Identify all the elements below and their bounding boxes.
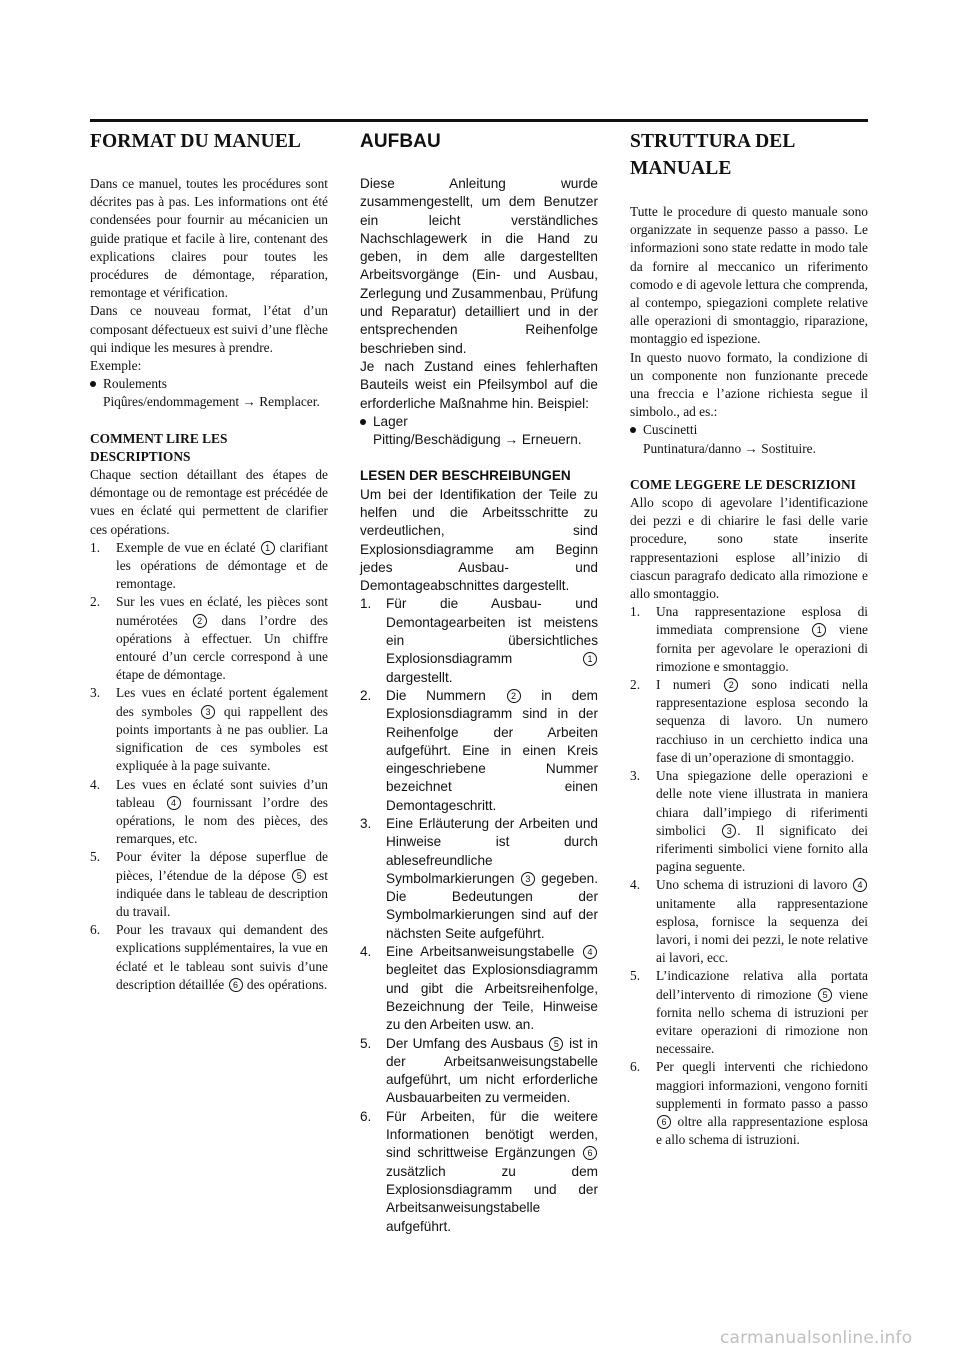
step-number: 5.	[360, 1035, 372, 1051]
step-number: 6.	[630, 1059, 641, 1075]
step-text: des opérations.	[243, 976, 328, 992]
step-number: 3.	[90, 685, 101, 701]
watermark-link[interactable]: carmanualsonline.info	[720, 1328, 913, 1348]
step-text: begleitet das Explosionsdiagramm und gibt die Arbeitsreihenfolge, Bezeichnung der Teile, Hinweise zu den Arbeiten usw. an.	[386, 962, 598, 1033]
step-number: 4.	[630, 877, 641, 893]
subsection-intro-it: Allo scopo di agevolare l’identificazione dei pezzi e di chiarire le fasi delle varie procedure, sono state inserite rappresentazioni esplose all’inizio di ciascun paragrafo dedicato alla rimozione e allo smontaggio.	[630, 495, 868, 602]
step-item	[630, 603, 868, 676]
bullet-dot-icon	[90, 381, 96, 387]
step-text: zusätzlich zu dem Explosionsdiagramm und der Arbeitsanweisungstabelle aufgeführt.	[386, 1163, 598, 1234]
column-italian	[630, 128, 868, 1149]
step-item	[90, 539, 328, 594]
column-french	[90, 128, 328, 994]
circled-number-icon: 5	[292, 869, 306, 883]
step-text: gegeben. Die Bedeutungen der Symbolmarkierungen sind auf der nächsten Seite aufgeführt.	[386, 870, 598, 941]
step-item	[90, 848, 328, 921]
subsection-title-de: LESEN DER BESCHREIBUNGEN	[360, 468, 571, 484]
step-text: Pour les travaux qui demandent des explications supplémentaires, la vue en éclaté et le tableau sont suivis d’une description détaillée	[116, 922, 328, 992]
step-number: 4.	[360, 944, 372, 960]
header-rule	[90, 119, 868, 122]
step-text: Die Nummern	[386, 687, 506, 703]
step-text: ist in der Arbeitsanweisungstabelle aufgeführt, um nicht erforderliche Ausbauarbeiten zu vermeiden.	[386, 1035, 598, 1106]
circled-number-icon: 1	[583, 652, 597, 666]
step-text: Les vues en éclaté portent également des symboles	[116, 685, 328, 719]
step-text: Der Umfang des Ausbaus	[386, 1035, 549, 1051]
circled-number-icon: 6	[229, 978, 243, 992]
circled-number-icon: 1	[812, 623, 826, 637]
example-label-fr: Exemple:	[90, 358, 142, 374]
bullet-detail-it: Puntinatura/danno → Sostituire.	[643, 440, 816, 456]
step-text: Uno schema di istruzioni di lavoro	[656, 877, 852, 893]
bullet-item-de: Lager	[373, 413, 408, 429]
circled-number-icon: 3	[201, 705, 215, 719]
step-number: 3.	[360, 816, 372, 831]
step-text: Eine Arbeitsanweisungstabelle	[386, 944, 582, 960]
intro-paragraph-de: Diese Anleitung wurde zusammengestellt, um dem Benutzer ein leicht verständliches Nachschlagewerk in die Hand zu geben, in dem alle dargestellten Arbeitsvorgänge (Ein- und Ausbau, Zerlegung und Zusammenbau, Prüfung und Reparatur) detailliert und in der entsprechenden Reihenfolge beschrieben sind.	[360, 176, 598, 356]
step-text: Eine Erläuterung der Arbeiten und Hinweise ist durch ablesefreundliche Symbolmarkierungen	[386, 816, 598, 886]
circled-number-icon: 4	[167, 796, 181, 810]
circled-number-icon: 2	[724, 678, 738, 692]
circled-number-icon: 2	[507, 689, 521, 703]
step-item	[630, 676, 868, 767]
step-text: I numeri	[656, 677, 724, 693]
step-text: Una rappresentazione esplosa di immediata comprensione	[656, 604, 868, 638]
format-paragraph-fr: Dans ce nouveau format, l’état d’un composant défectueux est suivi d’une flèche qui indique les mesures à prendre.	[90, 303, 328, 355]
circled-number-icon: 3	[521, 872, 535, 886]
step-item	[630, 967, 868, 1058]
step-item	[360, 687, 598, 815]
example-bullet-it	[630, 421, 868, 457]
format-paragraph-de: Je nach Zustand eines fehlerhaften Bauteils weist ein Pfeilsymbol auf die erforderliche Maßnahme hin. Beispiel:	[360, 358, 598, 411]
step-text: Per quegli interventi che richiedono maggiori informazioni, vengono forniti supplementi in formato passo a passo	[656, 1059, 868, 1111]
step-text: viene fornita per agevolare le operazioni di rimozione e smontaggio.	[656, 622, 868, 674]
step-text: Pour éviter la dépose superflue de pièces, l’étendue de la dépose	[116, 849, 328, 883]
circled-number-icon: 5	[549, 1037, 563, 1051]
circled-number-icon: 5	[818, 988, 832, 1002]
step-item	[630, 1058, 868, 1149]
step-text: Una spiegazione delle operazioni e delle note viene illustrata in maniera chiara dall’impiego di riferimenti simbolici	[656, 768, 868, 838]
step-number: 1.	[360, 596, 372, 612]
step-number: 3.	[630, 768, 641, 784]
intro-paragraph-fr: Dans ce manuel, toutes les procédures sont décrites pas à pas. Les informations ont été condensées pour fournir au mécanicien un guide pratique et facile à lire, contenant des explications claires pour toutes les procédures de démontage, réparation, remontage et vérification.	[90, 176, 328, 301]
step-text: unitamente alla rappresentazione esplosa, fornisce la sequenza dei lavori, i nomi dei pezzi, le note relative ai lavori, ecc.	[656, 895, 868, 966]
subsection-intro-de: Um bei der Identifikation der Teile zu helfen und die Arbeitsschritte zu verdeutlichen, sind Explosionsdiagramme am Beginn jedes Ausbau- und Demontageabschnittes dargestellt.	[360, 486, 598, 594]
step-text: Für die Ausbau- und Demontagearbeiten ist meistens ein übersichtliches Explosionsdiagramm	[386, 596, 598, 667]
circled-number-icon: 6	[657, 1115, 671, 1129]
bullet-dot-icon	[630, 427, 636, 433]
step-number: 6.	[360, 1108, 372, 1124]
step-text: L’indicazione relativa alla portata dell’intervento di rimozione	[656, 968, 868, 1002]
bullet-item-fr: Roulements	[103, 376, 167, 392]
circled-number-icon: 4	[583, 945, 597, 959]
intro-paragraph-it: Tutte le procedure di questo manuale sono organizzate in sequenze passo a passo. Le informazioni sono state redatte in modo tale da fornire al meccanico un riferimento comodo e di agevole lettura che comprenda, al contempo, spiegazioni complete relative alle operazioni di smontaggio, riparazione, montaggio ed ispezione.	[630, 204, 868, 347]
bullet-detail-fr: Piqûres/endommagement → Remplacer.	[103, 394, 320, 410]
bullet-item-it: Cuscinetti	[643, 422, 698, 438]
step-text: fournissant l’ordre des opérations, le nom des pièces, des remarques, etc.	[116, 794, 328, 847]
section-title-fr: FORMAT DU MANUEL	[90, 131, 302, 152]
step-text: est indiquée dans le tableau de description du travail.	[116, 867, 328, 919]
step-text: Sur les vues en éclaté, les pièces sont numérotées	[116, 594, 328, 628]
step-item	[630, 876, 868, 967]
section-title-it: STRUTTURA DEL MANUALE	[630, 131, 795, 179]
step-text: clarifiant les opérations de démontage et de remontage.	[116, 539, 328, 592]
step-text: sono indicati nella rappresentazione esplosa secondo la sequenza di lavoro. Un numero racchiuso in un cerchietto indica una fase di un’operazione di smontaggio.	[656, 677, 868, 765]
step-text: viene fornita nello schema di istruzioni per evitare operazioni di rimozione non necessaire.	[656, 986, 868, 1057]
step-text: dans l’ordre des opérations à effectuer. Un chiffre entouré d’un cercle correspond à une étape de démontage.	[116, 612, 328, 683]
subsection-intro-fr: Chaque section détaillant des étapes de démontage ou de remontage est précédée de vues en éclaté qui permettent de clarifier ces opérations.	[90, 467, 328, 537]
step-number: 1.	[630, 604, 641, 620]
format-paragraph-it: In questo nuovo formato, la condizione di un componente non funzionante precede una freccia e l’azione richiesta segue il simbolo., ad es.:	[630, 349, 868, 420]
step-text: dargestellt.	[386, 669, 453, 685]
step-number: 5.	[630, 968, 641, 984]
step-number: 2.	[630, 677, 641, 693]
step-number: 1.	[90, 539, 101, 555]
step-item	[90, 684, 328, 775]
step-item	[360, 943, 598, 1034]
step-item	[630, 767, 868, 876]
step-number: 4.	[90, 776, 101, 792]
steps-list-fr	[90, 539, 328, 994]
step-text: oltre alla rappresentazione esplosa e allo schema di istruzioni.	[656, 1113, 868, 1148]
circled-number-icon: 1	[261, 541, 275, 555]
bullet-dot-icon	[360, 419, 366, 425]
subsection-title-fr: COMMENT LIRE LES DESCRIPTIONS	[90, 430, 228, 464]
circled-number-icon: 3	[722, 824, 736, 838]
step-text: Für Arbeiten, für die weitere Informationen benötigt werden, sind schrittweise Ergänzungen	[386, 1108, 598, 1161]
step-item	[90, 921, 328, 994]
column-german	[360, 128, 598, 1236]
step-text: Les vues en éclaté sont suivies d’un tableau	[116, 776, 328, 810]
step-text: qui rappellent des points importants à ne pas oublier. La signification de ces symboles est expliquée à la page suivante.	[116, 703, 328, 774]
bullet-detail-de: Pitting/Beschädigung → Erneuern.	[373, 432, 582, 448]
example-bullet-fr	[90, 375, 328, 411]
step-text: . Il significato dei riferimenti simbolici viene fornito alla pagina seguente.	[656, 822, 868, 875]
step-item	[360, 815, 598, 943]
step-number: 6.	[90, 922, 101, 938]
step-text: Exemple de vue en éclaté	[116, 539, 260, 555]
step-number: 5.	[90, 849, 101, 865]
step-item	[90, 776, 328, 849]
step-number: 2.	[360, 687, 372, 703]
step-item	[360, 1035, 598, 1108]
step-item	[90, 593, 328, 684]
example-bullet-de	[360, 413, 598, 450]
steps-list-de	[360, 595, 598, 1235]
step-item	[360, 1108, 598, 1236]
circled-number-icon: 2	[193, 614, 207, 628]
circled-number-icon: 6	[583, 1146, 597, 1160]
subsection-title-it: COME LEGGERE LE DESCRIZIONI	[630, 476, 856, 492]
steps-list-it	[630, 603, 868, 1149]
step-number: 2.	[90, 594, 101, 610]
circled-number-icon: 4	[853, 878, 867, 892]
step-text: in dem Explosionsdiagramm sind in der Reihenfolge der Arbeiten aufgeführt. Eine in einen Kreis eingeschriebene Nummer bezeichnet einen Demontageschritt.	[386, 687, 599, 813]
step-item	[360, 595, 598, 686]
section-title-de: AUFBAU	[360, 131, 441, 152]
